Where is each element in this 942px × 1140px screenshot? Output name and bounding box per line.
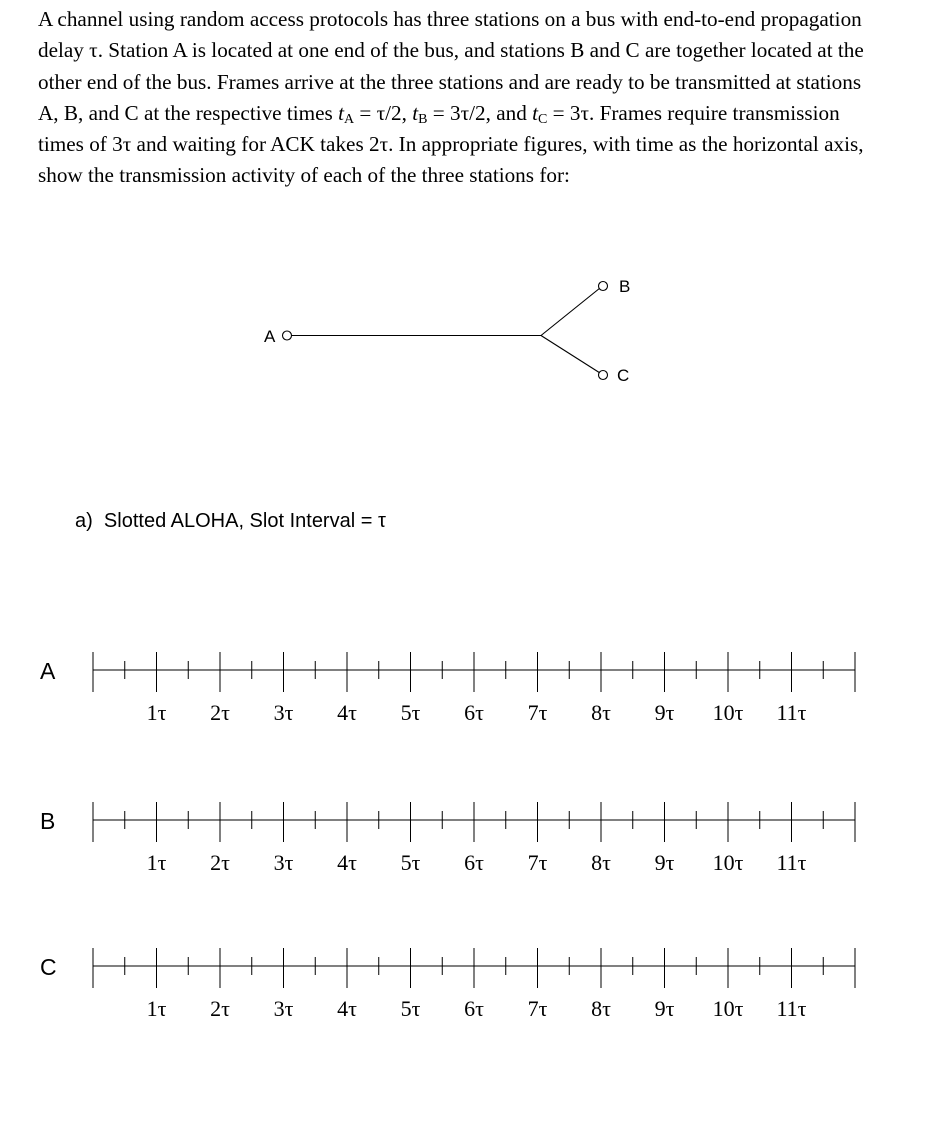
tick-label: 3τ (273, 996, 294, 1021)
tick-label: 2τ (210, 850, 230, 875)
tick-label: 9τ (654, 850, 675, 875)
part-a-title: Slotted ALOHA, Slot Interval = τ (103, 510, 386, 532)
tick-label: 4τ (337, 700, 357, 725)
tick-label: 7τ (527, 700, 548, 725)
tick-label: 1τ (146, 850, 167, 875)
var-t-a: t (338, 100, 344, 125)
tick-label: 6τ (464, 850, 484, 875)
timeline-station-label: A (40, 658, 56, 684)
timeline-area (0, 620, 942, 1070)
tick-label: 8τ (591, 700, 611, 725)
bus-branch-b (541, 288, 600, 336)
var-t-c: t (532, 100, 538, 125)
problem-text-2: and (490, 100, 533, 125)
tick-label: 9τ (654, 996, 675, 1021)
tick-label: 11τ (776, 850, 807, 875)
tick-label: 8τ (591, 996, 611, 1021)
tick-label: 6τ (464, 700, 484, 725)
tick-label: 10τ (712, 700, 744, 725)
value-t-b: = 3τ/2, (427, 100, 491, 125)
timeline-c (40, 948, 855, 1021)
tick-label: 5τ (400, 996, 421, 1021)
timeline-a (40, 652, 855, 725)
tick-label: 9τ (654, 700, 675, 725)
bus-station-c-node (599, 371, 608, 380)
tick-label: 1τ (146, 996, 167, 1021)
tick-label: 5τ (400, 700, 421, 725)
tick-label: 5τ (400, 850, 421, 875)
problem-statement (38, 4, 868, 192)
bus-branch-c (541, 336, 600, 374)
bus-station-a-label: A (264, 327, 276, 346)
sub-b: B (418, 111, 428, 127)
tick-label: 2τ (210, 996, 230, 1021)
tick-label: 7τ (527, 996, 548, 1021)
tick-label: 3τ (273, 850, 294, 875)
bus-station-c-label: C (617, 366, 630, 385)
var-t-b: t (412, 100, 419, 125)
sub-a: A (343, 111, 355, 127)
timeline-station-label: B (40, 808, 56, 834)
problem-text-3: Frames require transmission times of 3τ and waiting for ACK takes 2τ. In appropriate figures, with time as the horizontal axis, show the transmission activity of each of the three stations for: (38, 100, 864, 188)
bus-station-a-node (283, 331, 292, 340)
bus-station-b-node (599, 282, 608, 291)
value-t-c: = 3τ. (547, 100, 595, 125)
tick-label: 10τ (712, 850, 744, 875)
problem-text-1: A channel using random access protocols has three stations on a bus with end-to-end propagation delay τ. Station A is located at one end of the bus, and stations B and C are together located at the other end of the bus. Frames arrive at the three stations and are ready to be transmitted at stations A, B, and C at the respective times (38, 7, 864, 125)
tick-label: 6τ (464, 996, 484, 1021)
tick-label: 1τ (146, 700, 167, 725)
part-a-heading (75, 510, 386, 533)
tick-label: 8τ (591, 850, 611, 875)
value-t-a: = τ/2, (354, 100, 413, 125)
tick-label: 2τ (210, 700, 230, 725)
timeline-station-label: C (40, 954, 57, 980)
bus-diagram (0, 260, 942, 680)
tick-label: 7τ (527, 850, 548, 875)
tick-label: 11τ (776, 996, 807, 1021)
tick-label: 11τ (776, 700, 807, 725)
tick-label: 10τ (712, 996, 744, 1021)
sub-c: C (538, 111, 548, 127)
bus-station-b-label: B (619, 277, 631, 296)
tick-label: 3τ (273, 700, 294, 725)
timeline-b (40, 802, 855, 875)
tick-label: 4τ (337, 850, 357, 875)
tick-label: 4τ (337, 996, 357, 1021)
part-a-label: a) (75, 510, 93, 532)
